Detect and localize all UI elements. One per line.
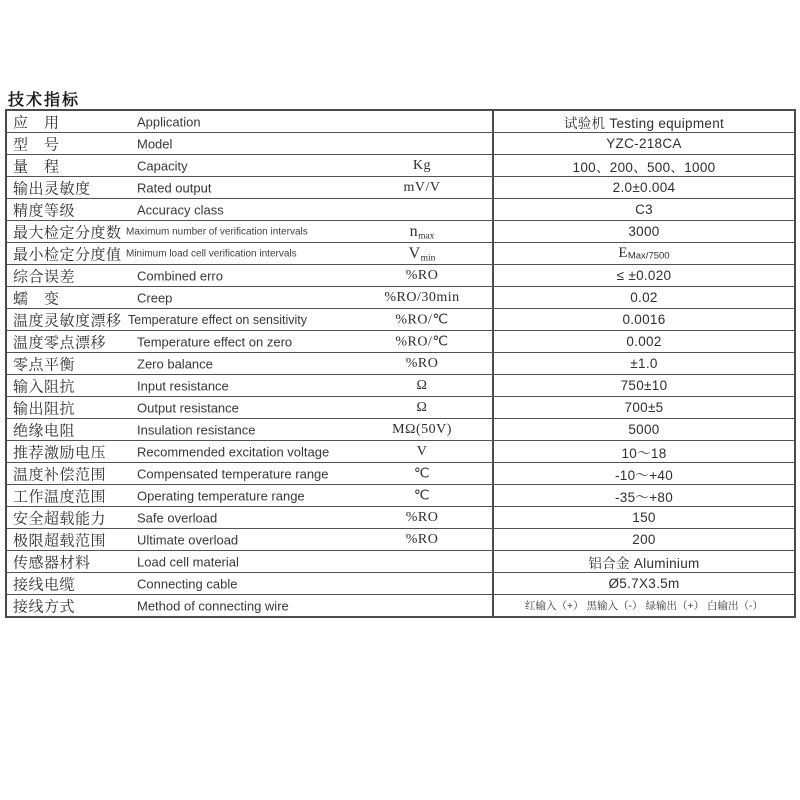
label-en: Combined erro (137, 268, 223, 283)
spec-row (7, 111, 794, 133)
value-cell: ±1.0 (492, 353, 794, 374)
label-cell (7, 265, 492, 286)
label-cell (7, 199, 492, 220)
spec-row (7, 573, 794, 595)
label-cell (7, 309, 492, 330)
label-en: Maximum number of verification intervals (126, 226, 308, 237)
clipped-heading-text: 技术指标 (8, 92, 81, 109)
unit-cell: %RO (405, 355, 439, 371)
label-cn: 应 用 (13, 114, 60, 131)
value-cell: 750±10 (492, 375, 794, 396)
clipped-section-heading (8, 92, 148, 109)
label-en: Operating temperature range (137, 488, 305, 503)
value-cell: E Max/7500 (492, 243, 794, 264)
spec-row (7, 155, 794, 177)
label-cn: 接线电缆 (13, 576, 76, 593)
unit-cell: Vmin (408, 244, 436, 263)
label-cn: 输入阻抗 (13, 378, 76, 395)
label-en: Compensated temperature range (137, 466, 329, 481)
unit-cell: %RO (405, 531, 439, 547)
label-cn: 输出阻抗 (13, 400, 76, 417)
value-cell: 10～18 (492, 441, 794, 462)
value-cell: 0.0016 (492, 309, 794, 330)
label-cn: 安全超载能力 (13, 510, 107, 527)
value-cell: Ø5.7X3.5m (492, 573, 794, 594)
label-cn: 综合误差 (13, 268, 76, 285)
unit-cell: ℃ (413, 466, 431, 481)
label-en: Insulation resistance (137, 422, 256, 437)
label-cn: 传感器材料 (13, 554, 91, 571)
value-cell: 2.0±0.004 (492, 177, 794, 198)
spec-row (7, 551, 794, 573)
label-en: Safe overload (137, 510, 218, 525)
value-cell: 3000 (492, 221, 794, 242)
label-cn: 绝缘电阻 (13, 422, 76, 439)
spec-row (7, 419, 794, 441)
value-cell: 0.02 (492, 287, 794, 308)
label-cell (7, 287, 492, 308)
spec-row (7, 331, 794, 353)
label-cell (7, 331, 492, 352)
label-cell (7, 419, 492, 440)
label-cn: 温度灵敏度漂移 (13, 312, 122, 329)
value-cell: 200 (492, 529, 794, 550)
label-cell (7, 573, 492, 594)
label-en: Load cell material (137, 554, 239, 569)
label-cell (7, 463, 492, 484)
label-cn: 型 号 (13, 136, 60, 153)
value-cell: 5000 (492, 419, 794, 440)
load-cell-spec-table (5, 109, 796, 618)
label-cn: 推荐激励电压 (13, 444, 107, 461)
label-cn: 零点平衡 (13, 356, 76, 373)
spec-row (7, 441, 794, 463)
value-cell: 150 (492, 507, 794, 528)
value-cell: -10～+40 (492, 463, 794, 484)
label-en: Model (137, 136, 173, 151)
unit-cell: %RO (405, 509, 439, 525)
spec-row (7, 177, 794, 199)
spec-row (7, 133, 794, 155)
unit-cell: Ω (416, 377, 428, 393)
label-cell (7, 551, 492, 572)
value-cell: C3 (492, 199, 794, 220)
label-cn: 最小检定分度值 (13, 246, 122, 263)
spec-row (7, 595, 794, 616)
label-en: Minimum load cell verification intervals (126, 248, 297, 259)
unit-cell: mV/V (403, 179, 441, 195)
label-cn: 接线方式 (13, 598, 76, 615)
spec-row (7, 265, 794, 287)
spec-row (7, 463, 794, 485)
spec-row (7, 221, 794, 243)
label-cell (7, 243, 492, 264)
spec-row (7, 199, 794, 221)
label-cn: 温度补偿范围 (13, 466, 107, 483)
spec-table-body (7, 111, 794, 616)
unit-cell: %RO/30min (384, 289, 460, 305)
label-en: Temperature effect on sensitivity (128, 312, 308, 327)
value-cell: ≤ ±0.020 (492, 265, 794, 286)
label-en: Method of connecting wire (137, 598, 289, 613)
label-cell (7, 375, 492, 396)
value-cell: YZC-218CA (492, 133, 794, 154)
label-en: Accuracy class (137, 202, 224, 217)
label-cn: 输出灵敏度 (13, 180, 91, 197)
unit-cell: nmax (409, 222, 435, 241)
spec-row (7, 243, 794, 265)
unit-cell: MΩ(50V) (392, 421, 452, 437)
label-en: Ultimate overload (137, 532, 239, 547)
unit-cell: %RO (405, 267, 439, 283)
label-en: Input resistance (137, 378, 229, 393)
label-cn: 工作温度范围 (13, 488, 107, 505)
label-en: Temperature effect on zero (137, 334, 293, 349)
unit-cell: %RO/℃ (395, 334, 449, 349)
value-cell: 0.002 (492, 331, 794, 352)
spec-row (7, 353, 794, 375)
label-cell (7, 133, 492, 154)
label-cell (7, 221, 492, 242)
value-cell: 100、200、500、1000 (492, 155, 794, 176)
label-cell (7, 177, 492, 198)
spec-row (7, 485, 794, 507)
label-en: Connecting cable (137, 576, 238, 591)
spec-row (7, 309, 794, 331)
unit-cell: Kg (412, 157, 432, 173)
label-cell (7, 529, 492, 550)
label-en: Application (137, 114, 201, 129)
label-en: Creep (137, 290, 173, 305)
label-en: Output resistance (137, 400, 239, 415)
spec-row (7, 529, 794, 551)
label-cell (7, 595, 492, 616)
label-cn: 量 程 (13, 158, 60, 175)
spec-row (7, 507, 794, 529)
unit-cell: %RO/℃ (395, 312, 449, 327)
label-cn: 极限超载范围 (13, 532, 107, 549)
label-en: Recommended excitation voltage (137, 444, 330, 459)
label-en: Capacity (137, 158, 188, 173)
label-cell (7, 441, 492, 462)
value-cell: 试验机 Testing equipment (492, 111, 794, 132)
unit-cell: V (416, 443, 428, 459)
label-cn: 精度等级 (13, 202, 76, 219)
label-cell (7, 111, 492, 132)
value-cell: 700±5 (492, 397, 794, 418)
value-cell: 红输入（+） 黑输入（-） 绿输出（+） 白输出（-） (492, 595, 794, 616)
label-cell (7, 507, 492, 528)
spec-row (7, 397, 794, 419)
label-cn: 温度零点漂移 (13, 334, 107, 351)
label-cell (7, 155, 492, 176)
label-en: Rated output (137, 180, 212, 195)
spec-row (7, 287, 794, 309)
unit-cell: Ω (416, 399, 428, 415)
value-cell: 铝合金 Aluminium (492, 551, 794, 572)
label-cell (7, 397, 492, 418)
spec-row (7, 375, 794, 397)
label-cn: 最大检定分度数 (13, 224, 122, 241)
label-cn: 蠕 变 (13, 290, 60, 307)
label-cell (7, 353, 492, 374)
label-cell (7, 485, 492, 506)
label-en: Zero balance (137, 356, 213, 371)
unit-cell: ℃ (413, 488, 431, 503)
value-cell: -35～+80 (492, 485, 794, 506)
